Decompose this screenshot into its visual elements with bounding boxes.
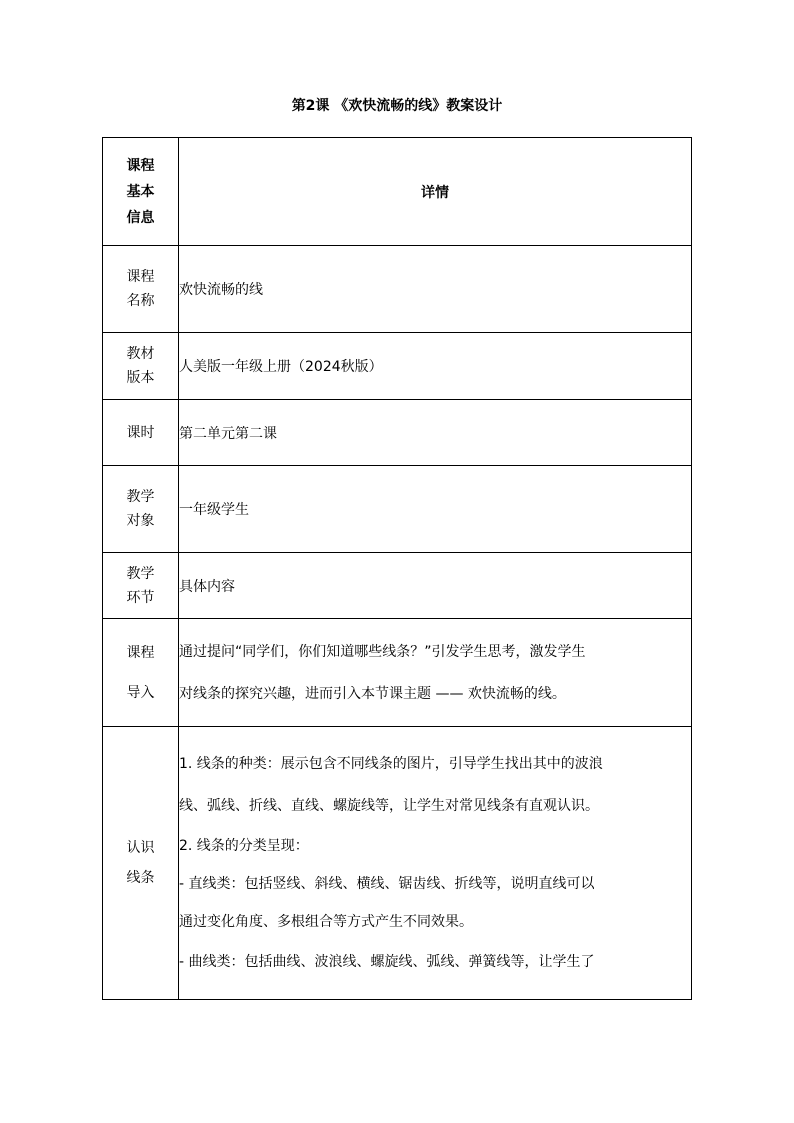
header-label-line: 信息 bbox=[126, 209, 155, 226]
content-line: 通过变化角度、多根组合等方式产生不同效果。 bbox=[179, 914, 473, 930]
row-label-line: 名称 bbox=[126, 293, 155, 309]
row-content-cell: 第二单元第二课 bbox=[179, 400, 692, 466]
table-row-textbook-edition bbox=[103, 333, 692, 400]
table-row-course-name bbox=[103, 246, 692, 333]
table-header-row bbox=[103, 138, 692, 246]
table-row-recognize-lines bbox=[103, 727, 692, 1000]
row-label-line: 导入 bbox=[126, 684, 155, 701]
content-line: 通过提问“同学们，你们知道哪些线条？”引发学生思考，激发学生 bbox=[179, 643, 586, 660]
row-label-cell bbox=[103, 553, 179, 619]
row-label-line: 环节 bbox=[126, 589, 155, 606]
lesson-plan-table bbox=[102, 137, 692, 1000]
row-label-cell bbox=[103, 727, 179, 1000]
row-label-line: 教学 bbox=[126, 565, 155, 582]
row-label-line: 线条 bbox=[126, 870, 155, 886]
row-content-cell: 具体内容 bbox=[179, 553, 692, 619]
content-line: - 曲线类：包括曲线、波浪线、螺旋线、弧线、弹簧线等，让学生了 bbox=[179, 954, 595, 970]
row-label-line: 课程 bbox=[126, 269, 155, 285]
content-line: 对线条的探究兴趣，进而引入本节课主题 —— 欢快流畅的线。 bbox=[179, 685, 566, 702]
row-label-line: 课程 bbox=[126, 644, 155, 661]
row-content-cell: 欢快流畅的线 bbox=[179, 246, 692, 333]
row-content-cell bbox=[179, 727, 692, 1000]
document-title: 第2课 《欢快流畅的线》教案设计 bbox=[291, 98, 503, 114]
content-line: 线、弧线、折线、直线、螺旋线等，让学生对常见线条有直观认识。 bbox=[179, 798, 599, 814]
header-detail-cell: 详情 bbox=[179, 138, 692, 246]
row-content-cell: 人美版一年级上册（2024秋版） bbox=[179, 333, 692, 400]
row-label-line: 教学 bbox=[126, 489, 155, 505]
row-label-line: 版本 bbox=[126, 370, 155, 386]
row-label-cell bbox=[103, 619, 179, 727]
table-row-introduction bbox=[103, 619, 692, 727]
row-label-line: 对象 bbox=[126, 513, 155, 529]
table-row-lesson-period bbox=[103, 400, 692, 466]
row-label-cell bbox=[103, 466, 179, 553]
row-label-cell bbox=[103, 333, 179, 400]
table-row-target-students bbox=[103, 466, 692, 553]
row-label-line: 教材 bbox=[126, 346, 155, 362]
content-line: 1. 线条的种类：展示包含不同线条的图片，引导学生找出其中的波浪 bbox=[179, 756, 603, 772]
row-content-cell bbox=[179, 619, 692, 727]
row-content-cell: 一年级学生 bbox=[179, 466, 692, 553]
table-row-teaching-stage bbox=[103, 553, 692, 619]
header-label-line: 课程 bbox=[126, 157, 155, 174]
row-label-cell bbox=[103, 246, 179, 333]
header-label-line: 基本 bbox=[126, 183, 155, 200]
content-line: - 直线类：包括竖线、斜线、横线、锯齿线、折线等，说明直线可以 bbox=[179, 876, 595, 892]
header-label-cell bbox=[103, 138, 179, 246]
row-label-cell bbox=[103, 400, 179, 466]
content-line: 2. 线条的分类呈现： bbox=[179, 838, 309, 854]
row-label-line: 认识 bbox=[126, 840, 155, 856]
row-label-line: 课时 bbox=[126, 424, 155, 441]
